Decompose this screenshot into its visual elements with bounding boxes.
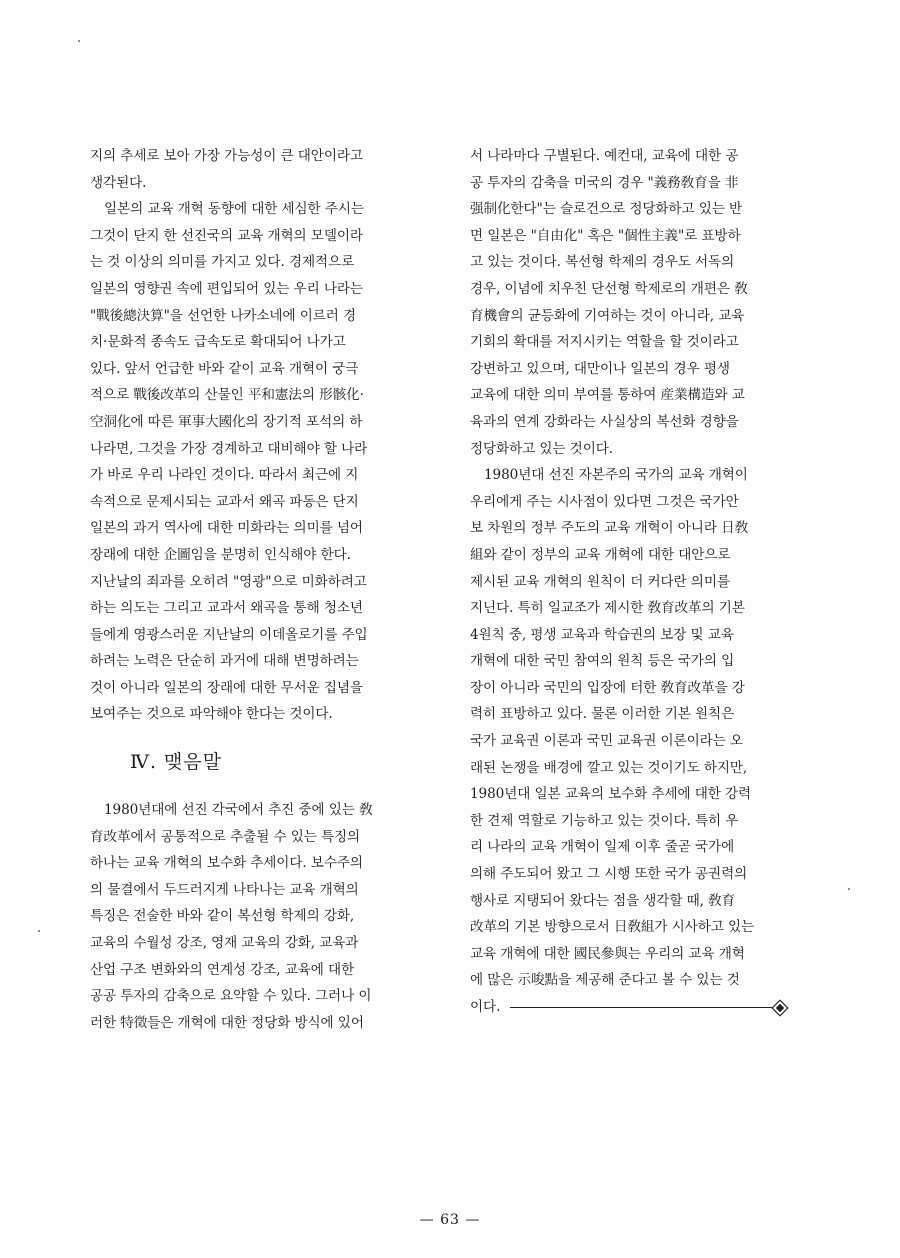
scan-speck [848, 888, 850, 890]
right-paragraph-2 [470, 462, 825, 1020]
section-heading: Ⅳ. 맺음말 [130, 751, 223, 774]
left-column [90, 143, 442, 1036]
right-paragraph-1: 서 나라마다 구별된다. 예컨대, 교육에 대한 공 공 투자의 감축을 미국의 경우 "義務敎育을 非 强制化한다"는 슬로건으로 정당화하고 있는 반 면 일본은 "自由化" 혹은 "個性主義"로 표방하 고 있는 것이다. 복선형 학제의 경우도 서독의 경우, 이념에 치우친 단선형 학제로의 개편은 敎 育機會의 균등화에 기여하는 것이 아니라, 교육 기회의 확대를 저지시키는 역할을 할 것이라고 강변하고 있으며, 대만이나 일본의 경우 평생 교육에 대한 의미 부여를 통하여 産業構造와 교 육과의 연계 강화라는 사실상의 복선화 경향을 정당화하고 있는 것이다. [470, 148, 748, 457]
right-column [470, 143, 825, 1021]
end-rule [510, 1007, 772, 1008]
scan-speck [78, 40, 80, 42]
right-paragraph-2-text: 1980년대 선진 자본주의 국가의 교육 개혁이 우리에게 주는 시사점이 있다면 그것은 국가안 보 차원의 정부 주도의 교육 개혁이 아니라 日敎 組와 같이 정부의 교육 개혁에 대한 대안으로 제시된 교육 개혁의 원칙이 더 커다란 의미를 지닌다. 특히 일교조가 제시한 敎育改革의 기본 4원칙 중, 평생 교육과 학습권의 보장 및 교육 개혁에 대한 국민 참여의 원칙 등은 국가의 입 장이 아니라 국민의 입장에 터한 敎育改革을 강 력히 표방하고 있다. 물론 이러한 기본 원칙은 국가 교육권 이론과 국민 교육권 이론이라는 오 래된 논쟁을 배경에 깔고 있는 것이기도 하지만, 1980년대 일본 교육의 보수화 추세에 대한 강력 한 견제 역할로 기능하고 있는 것이다. 특히 우 리 나라의 교육 개혁이 일제 이후 줄곧 국가에 의해 주도되어 왔고 그 시행 또한 국가 공권력의 행사로 지탱되어 왔다는 점을 생각할 때, 敎育 改革의 기본 방향으로서 日敎組가 시사하고 있는 교육 개혁에 대한 國民參與는 우리의 교육 개혁 에 많은 示唆點을 제공해 준다고 볼 수 있는 것 이다. [470, 467, 755, 1015]
scan-speck [38, 930, 40, 932]
left-paragraph-2: 일본의 교육 개혁 동향에 대한 세심한 주시는 그것이 단지 한 선진국의 교육 개혁의 모델이라 는 것 이상의 의미를 가지고 있다. 경제적으로 일본의 영향권 속에 편입되어 있는 우리 나라는 "戰後總決算"을 선언한 나카소네에 이르러 경 치·문화적 종속도 급속도로 확대되어 나가고 있다. 앞서 언급한 바와 같이 교육 개혁이 궁극 적으로 戰後改革의 산물인 平和憲法의 形骸化· 空洞化에 따른 軍事大國化의 장기적 포석의 하 나라면, 그것을 가장 경계하고 대비해야 할 나라 가 바로 우리 나라인 것이다. 따라서 최근에 지 속적으로 문제시되는 교과서 왜곡 파동은 단지 일본의 과거 역사에 대한 미화라는 의미를 넘어 장래에 대한 企圖임을 분명히 인식해야 한다. 지난날의 죄과를 오히려 "영광"으로 미화하려고 하는 의도는 그리고 교과서 왜곡을 통해 청소년 들에게 영광스러운 지난날의 이데올로기를 주입 하려는 노력은 단순히 과거에 대해 변명하려는 것이 아니라 일본의 장래에 대한 무서운 집념을 보여주는 것으로 파악해야 한다는 것이다. [90, 201, 368, 723]
left-paragraph-3: 1980년대에 선진 각국에서 추진 중에 있는 敎 育改革에서 공통적으로 추출될 수 있는 특징의 하나는 교육 개혁의 보수화 추세이다. 보수주의 의 물결에서 두드러지게 나타나는 교육 개혁의 특징은 전술한 바와 같이 복선형 학제의 강화, 교육의 수월성 강조, 영재 교육의 강화, 교육과 산업 구조 변화와의 연계성 강조, 교육에 대한 공공 투자의 감축으로 요약할 수 있다. 그러나 이 러한 特徵들은 개혁에 대한 정당화 방식에 있어 [90, 802, 373, 1031]
end-diamond-icon [772, 999, 789, 1016]
left-paragraph-1: 지의 추세로 보아 가장 가능성이 큰 대안이라고 생각된다. [90, 148, 363, 191]
page-number: — 63 — [419, 1212, 481, 1228]
